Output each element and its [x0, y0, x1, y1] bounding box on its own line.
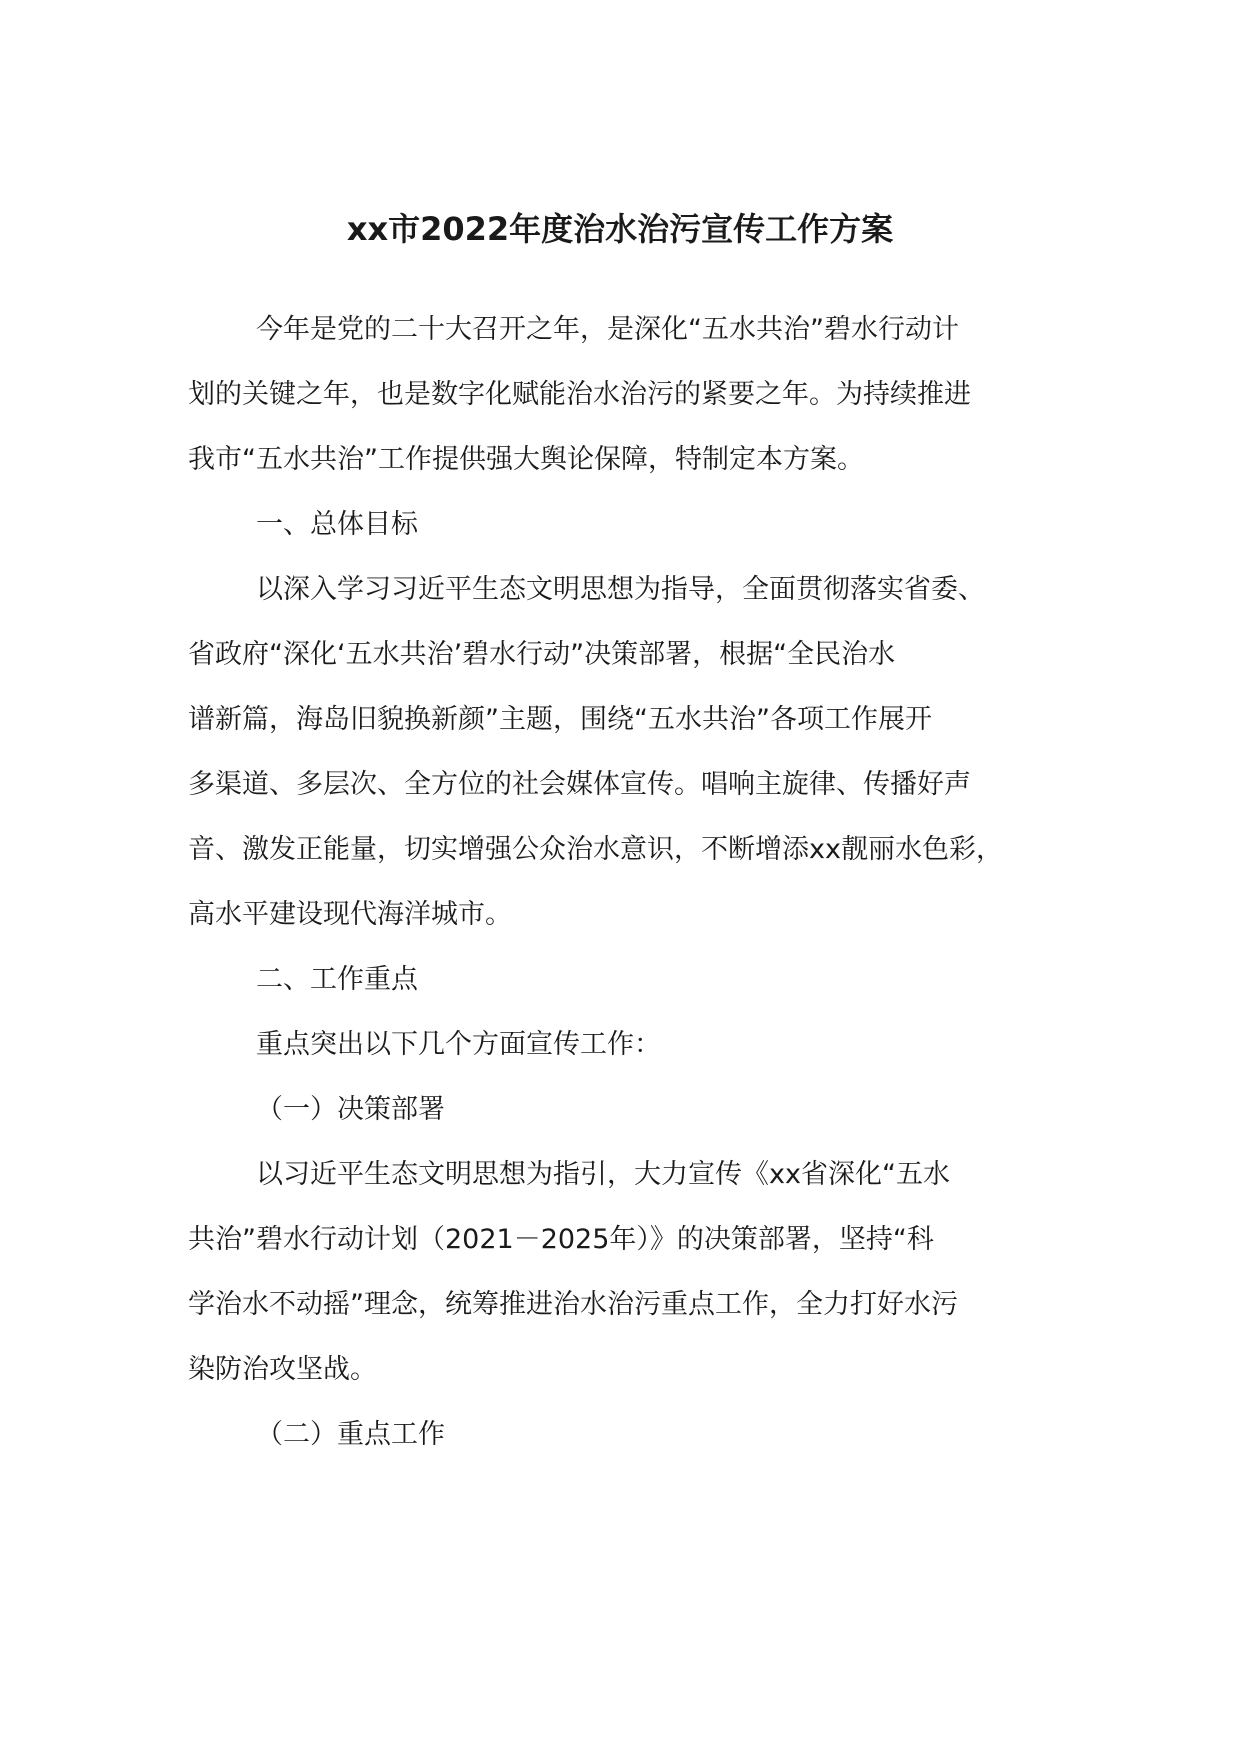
text-line: 以习近平生态文明思想为指引，大力宣传《xx省深化“五水: [256, 1159, 950, 1190]
text-line: （一）决策部署: [256, 1094, 445, 1125]
text-line: 以深入学习习近平生态文明思想为指导，全面贯彻落实省委、: [256, 574, 985, 605]
text-line: （二）重点工作: [256, 1419, 445, 1450]
section-heading-2: [188, 947, 1088, 1012]
text-line: 共治”碧水行动计划（2021－2025年）》的决策部署，坚持“科: [188, 1224, 934, 1255]
text-line: 重点突出以下几个方面宣传工作：: [256, 1029, 661, 1060]
document-title: xx市2022年度治水治污宣传工作方案: [346, 210, 894, 248]
text-line: 音、激发正能量，切实增强公众治水意识，不断增添xx靓丽水色彩，: [188, 834, 1003, 865]
text-line: 划的关键之年，也是数字化赋能治水治污的紧要之年。为持续推进: [188, 379, 971, 410]
text-line: 多渠道、多层次、全方位的社会媒体宣传。唱响主旋律、传播好声: [188, 769, 971, 800]
subsection-heading-2: [188, 1402, 1088, 1467]
document-body: [188, 297, 1088, 1467]
text-line: 省政府“深化‘五水共治’碧水行动”决策部署，根据“全民治水: [188, 639, 896, 670]
text-line: 一、总体目标: [256, 509, 418, 540]
decision-paragraph: [188, 1142, 1088, 1402]
text-line: 高水平建设现代海洋城市。: [188, 899, 512, 930]
text-line: 二、工作重点: [256, 964, 418, 995]
text-line: 染防治攻坚战。: [188, 1354, 377, 1385]
subsection-heading-1: [188, 1077, 1088, 1142]
text-line: 今年是党的二十大召开之年，是深化“五水共治”碧水行动计: [256, 314, 959, 345]
section-heading-1: [188, 492, 1088, 557]
goal-paragraph: [188, 557, 1088, 947]
text-line: 学治水不动摇”理念，统筹推进治水治污重点工作，全力打好水污: [188, 1289, 958, 1320]
intro-paragraph: [188, 297, 1088, 492]
text-line: 谱新篇，海岛旧貌换新颜”主题，围绕“五水共治”各项工作展开: [188, 704, 932, 735]
text-line: 我市“五水共治”工作提供强大舆论保障，特制定本方案。: [188, 444, 864, 475]
focus-intro-paragraph: [188, 1012, 1088, 1077]
